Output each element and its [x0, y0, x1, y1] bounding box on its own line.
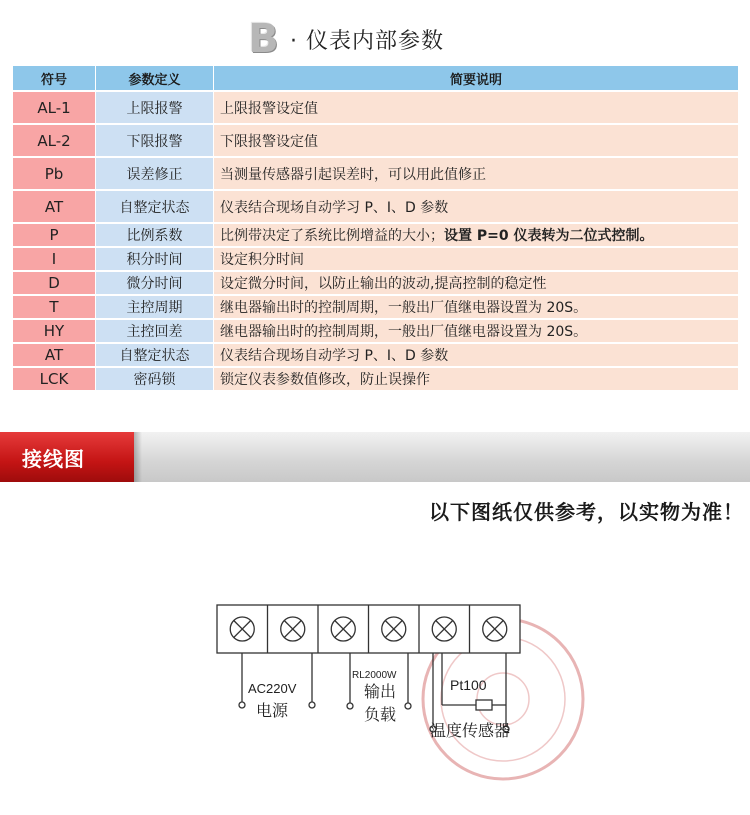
parameter-definition: 自整定状态 — [96, 344, 213, 366]
parameter-symbol: AL-1 — [13, 92, 95, 123]
table-row — [13, 296, 738, 318]
description-text: 仪表结合现场自动学习 P、I、D 参数 — [220, 348, 449, 364]
description-text: 仪表结合现场自动学习 P、I、D 参数 — [220, 199, 449, 216]
description-text: 设定微分时间，以防止输出的波动,提高控制的稳定性 — [220, 276, 547, 292]
parameter-description — [214, 125, 738, 156]
description-text: 设定积分时间 — [220, 252, 304, 268]
parameter-description — [214, 344, 738, 366]
parameter-symbol: I — [13, 248, 95, 270]
output-label-line1: 输出 — [364, 682, 397, 701]
sensor-label: 温度传感器 — [430, 721, 511, 740]
table-row — [13, 224, 738, 246]
parameter-definition: 比例系数 — [96, 224, 213, 246]
parameter-symbol: AL-2 — [13, 125, 95, 156]
parameter-description — [214, 224, 738, 246]
sensor-model-label: Pt100 — [450, 677, 487, 693]
parameter-definition: 主控回差 — [96, 320, 213, 342]
description-text: 比例带决定了系统比例增益的大小； — [220, 228, 444, 244]
parameter-definition: 误差修正 — [96, 158, 213, 189]
parameter-symbol: LCK — [13, 368, 95, 390]
parameter-definition: 积分时间 — [96, 248, 213, 270]
reference-note: 以下图纸仅供参考，以实物为准！ — [429, 500, 744, 524]
power-terminal-left — [239, 702, 245, 708]
parameter-definition: 自整定状态 — [96, 191, 213, 222]
parameter-symbol: AT — [13, 191, 95, 222]
parameter-table — [12, 64, 739, 392]
description-text: 下限报警设定值 — [220, 133, 318, 150]
parameter-definition: 下限报警 — [96, 125, 213, 156]
column-header-symbol: 符号 — [13, 66, 95, 90]
wiring-diagram — [140, 560, 560, 760]
description-text: 继电器输出时的控制周期，一般出厂值继电器设置为 20S。 — [220, 300, 588, 316]
output-terminal-left — [347, 703, 353, 709]
parameter-symbol: HY — [13, 320, 95, 342]
power-terminal-right — [309, 702, 315, 708]
parameter-description — [214, 296, 738, 318]
parameter-symbol: Pb — [13, 158, 95, 189]
parameter-definition: 密码锁 — [96, 368, 213, 390]
output-rating-label: RL2000W — [352, 670, 397, 681]
terminal-block — [217, 605, 520, 653]
section-title: · 仪表内部参数 — [290, 28, 444, 54]
description-bold-note: 设置 P=0 仪表转为二位式控制。 — [444, 228, 654, 244]
section-header — [246, 18, 444, 60]
parameter-symbol: T — [13, 296, 95, 318]
parameter-description — [214, 191, 738, 222]
parameter-description — [214, 272, 738, 294]
parameter-definition: 主控周期 — [96, 296, 213, 318]
description-text: 继电器输出时的控制周期，一般出厂值继电器设置为 20S。 — [220, 324, 588, 340]
table-row — [13, 92, 738, 123]
table-row — [13, 191, 738, 222]
section-letter-b: B — [248, 16, 278, 62]
table-row — [13, 320, 738, 342]
column-header-definition: 参数定义 — [96, 66, 213, 90]
table-row — [13, 344, 738, 366]
power-label: 电源 — [256, 701, 289, 720]
table-row — [13, 272, 738, 294]
table-row — [13, 158, 738, 189]
parameter-description — [214, 92, 738, 123]
screw-terminal-icon — [230, 617, 254, 641]
parameter-symbol: D — [13, 272, 95, 294]
output-label-line2: 负载 — [364, 705, 397, 724]
parameter-definition: 上限报警 — [96, 92, 213, 123]
parameter-symbol: AT — [13, 344, 95, 366]
description-text: 上限报警设定值 — [220, 100, 318, 117]
parameter-description — [214, 320, 738, 342]
power-voltage-label: AC220V — [248, 681, 297, 696]
table-row — [13, 368, 738, 390]
description-text: 锁定仪表参数值修改，防止误操作 — [220, 372, 430, 388]
table-header-row — [13, 66, 738, 90]
parameter-symbol: P — [13, 224, 95, 246]
column-header-description: 简要说明 — [214, 66, 738, 90]
description-text: 当测量传感器引起误差时，可以用此值修正 — [220, 166, 486, 183]
table-row — [13, 125, 738, 156]
output-terminal-right — [405, 703, 411, 709]
parameter-description — [214, 158, 738, 189]
parameter-description — [214, 248, 738, 270]
wiring-banner-label: 接线图 — [0, 432, 134, 482]
pt100-resistor-symbol — [476, 700, 492, 710]
parameter-table-body — [13, 92, 738, 390]
parameter-definition: 微分时间 — [96, 272, 213, 294]
parameter-description — [214, 368, 738, 390]
table-row — [13, 248, 738, 270]
